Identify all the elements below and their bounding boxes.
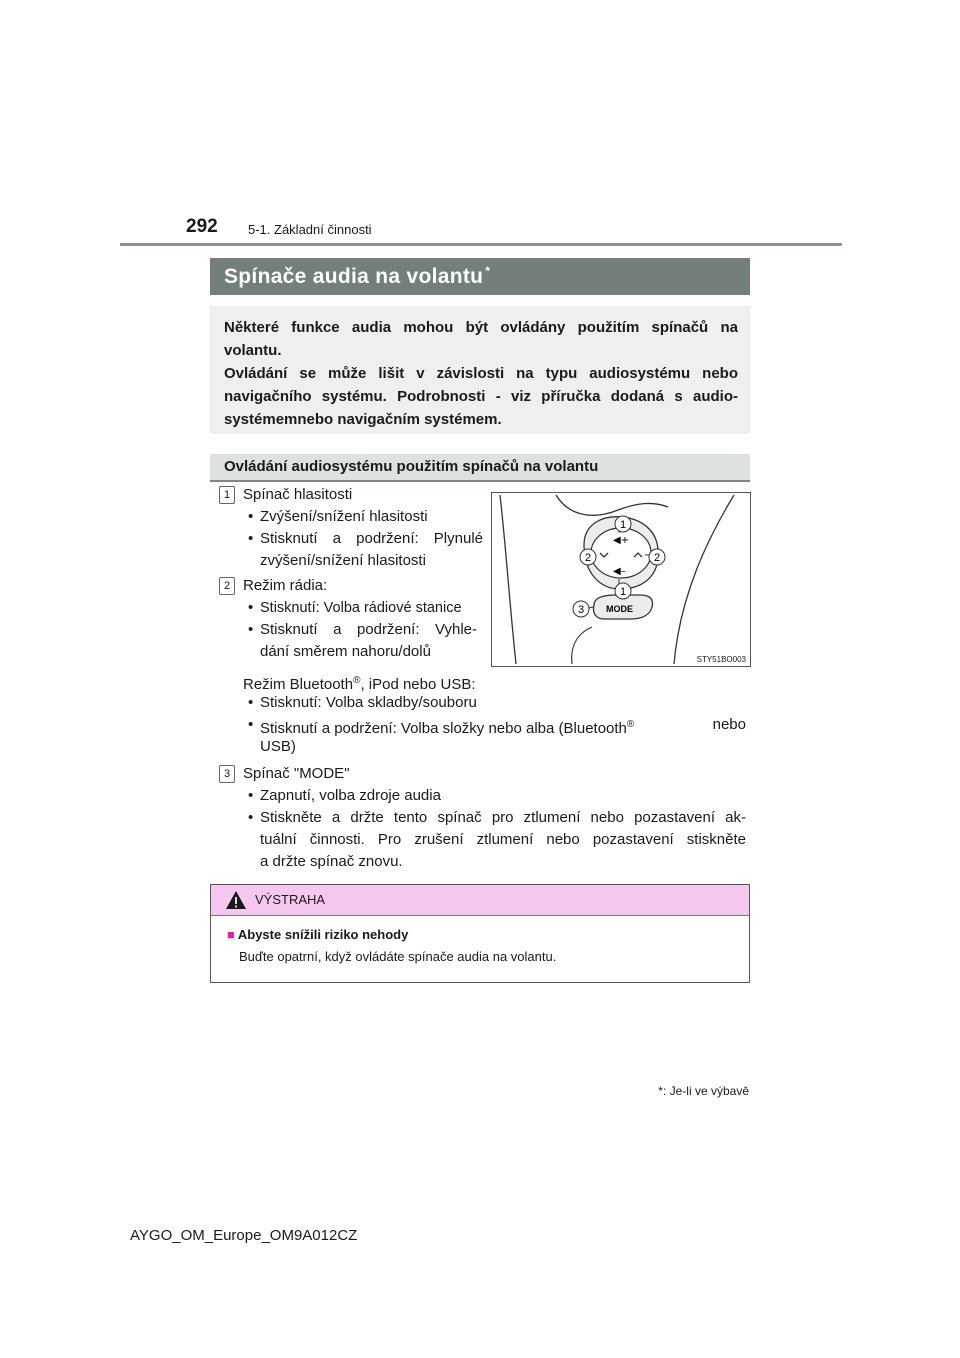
callout-number: 2 [653, 552, 661, 564]
subheading-text: Ovládání audiosystému použitím spínačů na volantu [224, 458, 599, 475]
callout-number: 1 [619, 586, 627, 598]
callout-number: 3 [577, 604, 585, 616]
bullet-icon: • [248, 787, 254, 804]
intro-line: Některé funkce audia mohou být ovládány použitím spínačů na [224, 319, 738, 336]
bullet-icon: • [248, 530, 254, 547]
warning-title: VÝSTRAHA [255, 892, 326, 907]
item-2-bullet-2-cont: dání směrem nahoru/dolů [260, 643, 431, 660]
volume-down-icon: ◀– [613, 566, 626, 577]
bullet-icon: • [248, 508, 254, 525]
title-bar [210, 258, 750, 295]
item-1-title: Spínač hlasitosti [243, 486, 353, 503]
page-title-text: Spínače audia na volantu [224, 265, 484, 288]
footnote: *: Je-li ve výbavě [658, 1084, 749, 1098]
steering-switch-illustration [492, 493, 750, 666]
item-2-bullet-4-text [260, 714, 634, 740]
section-label: 5-1. Základní činnosti [248, 222, 372, 237]
item-2-bullet-4-cont: USB) [260, 738, 296, 755]
steering-switch-diagram [491, 492, 751, 667]
intro-box [210, 306, 750, 434]
volume-up-icon: ◀+ [613, 535, 630, 546]
item-1-bullet-2: Stisknutí a podržení: Plynulé [260, 530, 483, 547]
callout-number: 2 [584, 552, 592, 564]
square-bullet-icon: ■ [227, 927, 235, 942]
page-title [224, 264, 490, 289]
item-2-bullet-3: Stisknutí: Volba skladby/souboru [260, 694, 477, 711]
item-3-bullet-2-cont: tuální činnosti. Pro zrušení ztlumení nebo pozastavení stiskněte [260, 831, 746, 848]
item-2-title: Režim rádia: [243, 577, 328, 594]
item-2-bullet-2: Stisknutí a podržení: Vyhle- [260, 621, 477, 638]
header-rule [120, 243, 842, 246]
item-number-2: 2 [219, 577, 235, 595]
intro-line: volantu. [224, 342, 282, 359]
warning-box [210, 884, 750, 983]
item-2-bullet-1: Stisknutí: Volba rádiové stanice [260, 600, 462, 616]
optional-equipment-marker: * [485, 264, 491, 278]
item-number-1: 1 [219, 486, 235, 504]
subheading-bar [210, 454, 750, 482]
intro-line: Ovládání se může lišit v závislosti na typu audiosystému nebo [224, 365, 738, 382]
warning-triangle-icon [225, 890, 247, 910]
bullet-icon: • [248, 694, 254, 711]
intro-line: systémemnebo navigačním systémem. [224, 411, 502, 428]
item-1-bullet-2-cont: zvýšení/snížení hlasitosti [260, 552, 426, 569]
item-2-bullet-4-end: nebo [712, 716, 746, 733]
bullet-icon: • [248, 716, 254, 733]
intro-line: navigačního systému. Podrobnosti - viz příručka dodaná s audio- [224, 388, 738, 405]
diagram-code: STY51BO003 [696, 655, 746, 664]
page-number: 292 [186, 216, 218, 237]
bullet-icon: • [248, 809, 254, 826]
item-3-bullet-1: Zapnutí, volba zdroje audia [260, 787, 441, 804]
bluetooth-mode-suffix: , iPod nebo USB: [360, 676, 476, 693]
warning-body: Buďte opatrní, když ovládáte spínače audia na volantu. [239, 949, 557, 964]
item-1-bullet-1: Zvýšení/snížení hlasitosti [260, 508, 428, 525]
bullet-icon: • [248, 599, 254, 616]
item-number-3: 3 [219, 765, 235, 783]
warning-subheading-text: Abyste snížili riziko nehody [237, 927, 409, 942]
bullet-icon: • [248, 621, 254, 638]
item-2-bullet-4 [260, 714, 746, 740]
warning-subheading [227, 927, 408, 942]
footer-document-id: AYGO_OM_Europe_OM9A012CZ [130, 1227, 358, 1244]
item-3-bullet-2-end: a držte spínač znovu. [260, 853, 403, 870]
item-2-bullet-4-main: Stisknutí a podržení: Volba složky nebo alba (Bluetooth [260, 720, 627, 737]
registered-mark: ® [626, 719, 635, 730]
mode-button-label: MODE [606, 604, 633, 614]
item-3-title: Spínač "MODE" [243, 765, 350, 782]
registered-mark: ® [353, 675, 361, 686]
callout-number: 1 [619, 519, 627, 531]
warning-header [211, 885, 749, 916]
bluetooth-mode-label: Režim Bluetooth [243, 676, 354, 693]
item-3-bullet-2: Stiskněte a držte tento spínač pro ztlumení nebo pozastavení ak- [260, 809, 746, 826]
